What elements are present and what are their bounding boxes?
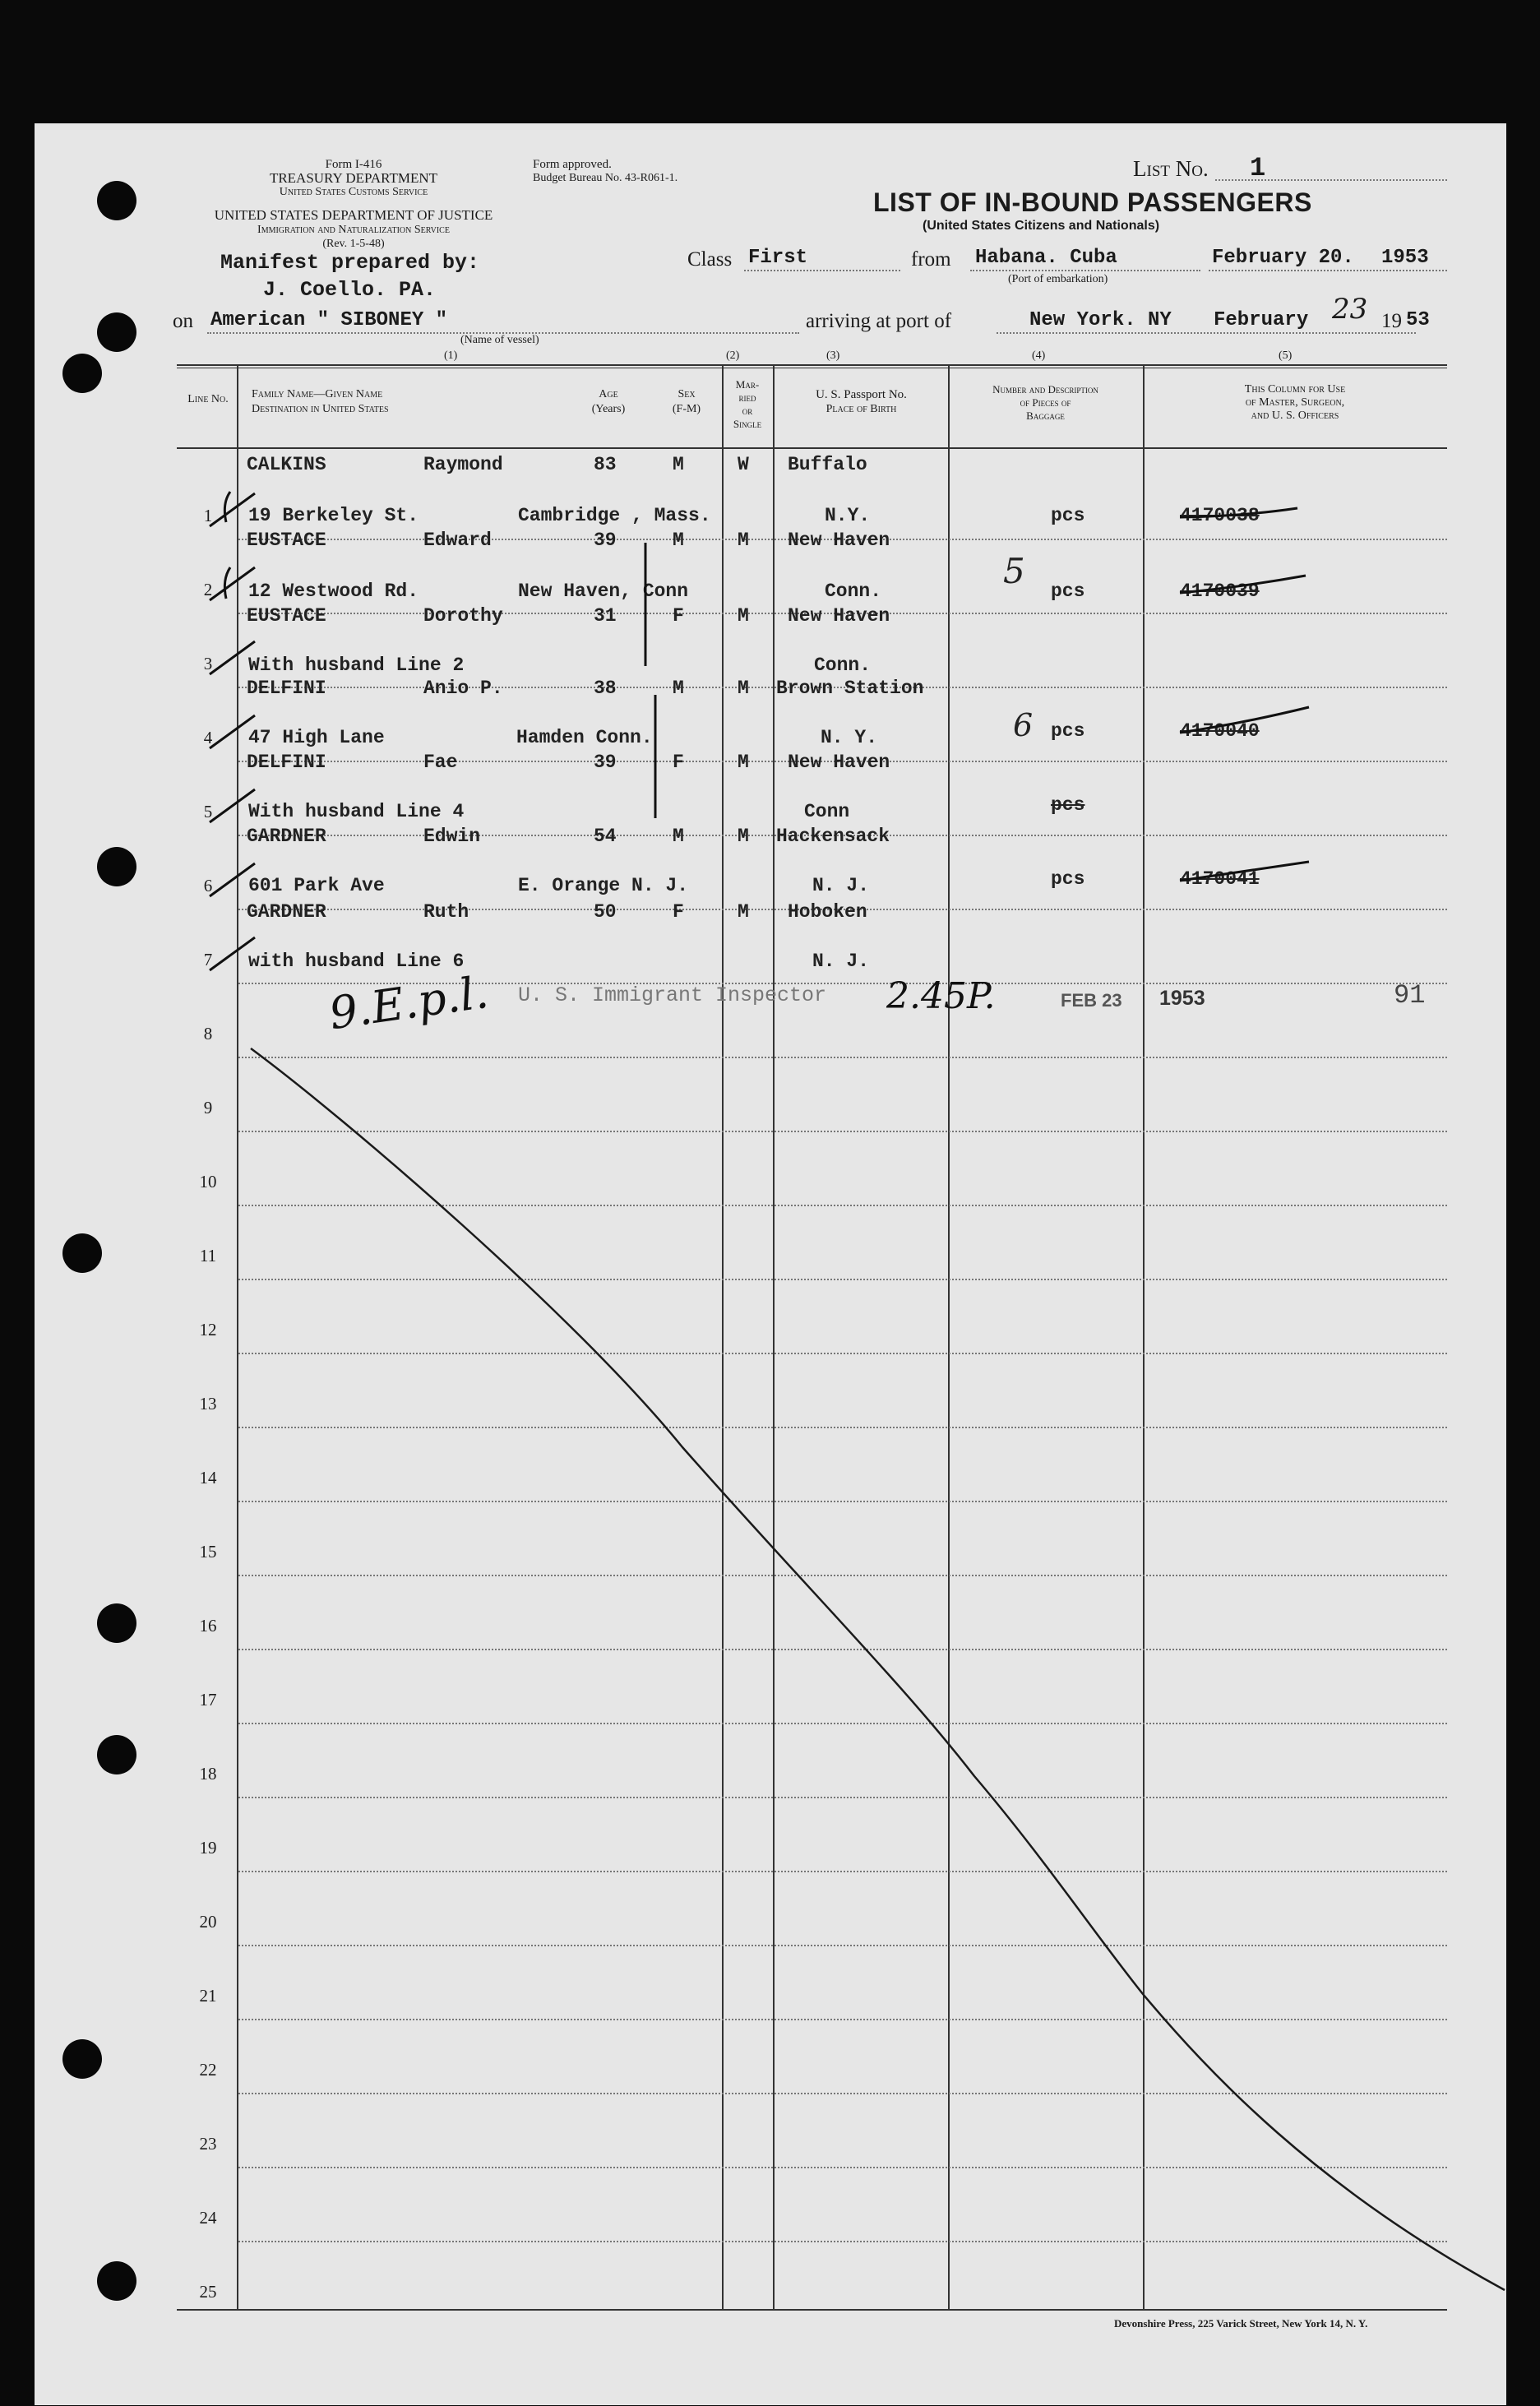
age: 50 [594, 901, 617, 923]
birth-state: Conn [804, 801, 850, 822]
line-number: 20 [199, 1912, 217, 1932]
sex: F [673, 605, 684, 627]
embarkation-port: Habana. Cuba [975, 247, 1117, 269]
col-num-2: (2) [726, 349, 740, 362]
line-number: 2 [203, 580, 213, 599]
justice-dept: UNITED STATES DEPARTMENT OF JUSTICE [214, 207, 493, 223]
arrival-day: 23 [1332, 293, 1368, 326]
marital-status: M [738, 605, 749, 627]
birth-city: Hoboken [788, 901, 867, 923]
col-birthplace: Place of Birth [825, 403, 897, 415]
baggage-desc: pcs [1051, 720, 1085, 742]
surname: DELFINI [247, 752, 326, 773]
marital-status: M [738, 530, 749, 551]
page-number: 91 [1394, 980, 1426, 1011]
line-number: 4 [203, 728, 213, 747]
inspector-initials: 9.E.p.l. [326, 965, 492, 1040]
age: 39 [594, 530, 617, 551]
marital-status: M [738, 752, 749, 773]
line-number: 18 [199, 1764, 217, 1784]
departure-year: 1953 [1381, 247, 1429, 269]
list-no-value: 1 [1250, 153, 1266, 183]
arrival-month: February [1214, 309, 1309, 331]
birth-state: N.Y. [825, 505, 871, 526]
line-number: 9 [203, 1098, 213, 1117]
surname: GARDNER [247, 826, 326, 847]
birth-city: Buffalo [788, 454, 867, 475]
address: With husband Line 4 [248, 801, 465, 822]
line-number: 24 [199, 2208, 217, 2228]
baggage-desc: pcs [1051, 868, 1085, 890]
line-number: 23 [199, 2134, 217, 2154]
form-number: Form I-416 [325, 158, 382, 171]
given-name: Edwin [423, 826, 481, 847]
col-baggage-1: Number and Description [992, 383, 1098, 396]
given-name: Anio P. [423, 678, 503, 699]
col-sex: Sex [678, 388, 696, 400]
age: 31 [594, 605, 617, 627]
birth-state: Conn. [814, 655, 872, 676]
manifest-label: Manifest prepared by: [220, 251, 480, 275]
col-officers-2: of Master, Surgeon, [1245, 396, 1345, 409]
line-number: 3 [203, 654, 213, 673]
col-num-1: (1) [444, 349, 458, 362]
birth-state: N. Y. [821, 727, 878, 748]
sex: M [673, 530, 684, 551]
line-number: 11 [199, 1246, 217, 1265]
baggage-count: 5 [1003, 551, 1025, 591]
line-number: 12 [199, 1320, 217, 1339]
col-officers-3: and U. S. Officers [1251, 409, 1339, 422]
surname: EUSTACE [247, 530, 326, 551]
surname: EUSTACE [247, 605, 326, 627]
sex: M [673, 454, 684, 475]
form-subtitle: (United States Citizens and Nationals) [923, 219, 1160, 233]
form-title: LIST OF IN-BOUND PASSENGERS [873, 187, 1312, 217]
address: with husband Line 6 [248, 951, 465, 972]
age: 54 [594, 826, 617, 847]
sex: F [673, 901, 684, 923]
line-number: 15 [199, 1542, 217, 1562]
officer-number: 4170038 [1180, 505, 1260, 526]
arriving-label: arriving at port of [806, 310, 952, 332]
address: 47 High Lane [248, 727, 385, 748]
given-name: Fae [423, 752, 458, 773]
address: 19 Berkeley St. [248, 505, 419, 526]
age: 39 [594, 752, 617, 773]
birth-city: Hackensack [776, 826, 890, 847]
list-no-label: List No. [1133, 156, 1209, 181]
arrival-year-prefix: 19 [1381, 310, 1402, 332]
birth-city: New Haven [788, 530, 890, 551]
line-number: 6 [203, 876, 213, 895]
class-label: Class [687, 248, 733, 271]
col-passport: U. S. Passport No. [816, 388, 907, 401]
surname: CALKINS [247, 454, 326, 475]
from-label: from [911, 248, 951, 271]
baggage-desc: pcs [1051, 581, 1085, 602]
line-number: 7 [203, 950, 213, 969]
marital-status: M [738, 678, 749, 699]
col-married-4: Single [733, 418, 762, 430]
given-name: Edward [423, 530, 492, 551]
col-baggage-3: Baggage [1026, 409, 1065, 422]
line-number: 21 [199, 1986, 217, 2006]
vessel-note: (Name of vessel) [460, 334, 539, 346]
sex: F [673, 752, 684, 773]
baggage-desc: pcs [1051, 505, 1085, 526]
line-number: 13 [199, 1394, 217, 1414]
line-number: 14 [199, 1468, 217, 1488]
col-num-3: (3) [826, 349, 840, 362]
birth-city: New Haven [788, 605, 890, 627]
given-name: Raymond [423, 454, 503, 475]
sex: M [673, 826, 684, 847]
line-number: 16 [199, 1616, 217, 1636]
col-officers-1: This Column for Use [1244, 383, 1346, 396]
col-num-5: (5) [1279, 349, 1293, 362]
officer-number: 4170039 [1180, 581, 1260, 602]
line-number: 22 [199, 2060, 217, 2080]
col-age: Age [599, 388, 618, 400]
sex: M [673, 678, 684, 699]
birth-state: N. J. [812, 875, 870, 896]
col-sex-sub: (F-M) [672, 403, 701, 415]
address: With husband Line 2 [248, 655, 465, 676]
baggage-count: 6 [1013, 707, 1034, 743]
revision: (Rev. 1-5-48) [322, 238, 385, 250]
ins-service: Immigration and Naturalization Service [257, 224, 450, 236]
form-approved: Form approved. [533, 158, 612, 171]
birth-city: New Haven [788, 752, 890, 773]
city: Cambridge , Mass. [518, 505, 711, 526]
manifest-preparer: J. Coello. PA. [263, 278, 437, 302]
budget-bureau: Budget Bureau No. 43-R061-1. [533, 172, 678, 184]
col-num-4: (4) [1032, 349, 1046, 362]
inspection-time: 2.45P. [886, 975, 996, 1017]
port-embarkation-note: (Port of embarkation) [1008, 273, 1108, 285]
col-name: Family Name—Given Name [252, 388, 383, 400]
line-number: 10 [199, 1172, 217, 1191]
line-number: 17 [199, 1690, 217, 1710]
officer-number: 4170040 [1180, 720, 1260, 742]
line-number: 25 [199, 2282, 217, 2302]
col-age-sub: (Years) [591, 403, 626, 415]
birth-state: Conn. [825, 581, 882, 602]
col-married-2: ried [738, 391, 756, 404]
line-number: 8 [203, 1024, 213, 1043]
surname: GARDNER [247, 901, 326, 923]
birth-city: Brown Station [776, 678, 924, 699]
city: Hamden Conn. [516, 727, 653, 748]
city: New Haven, Conn [518, 581, 689, 602]
departure-date: February 20. [1212, 247, 1354, 269]
line-number: 1 [203, 506, 213, 525]
marital-status: W [738, 454, 749, 475]
stamp-year: 1953 [1159, 987, 1205, 1010]
marital-status: M [738, 901, 749, 923]
inspector-label: U. S. Immigrant Inspector [518, 983, 827, 1007]
address: 601 Park Ave [248, 875, 385, 896]
col-destination: Destination in United States [252, 403, 389, 415]
line-number: 5 [203, 802, 213, 821]
given-name: Dorothy [423, 605, 503, 627]
col-line-no: Line No. [187, 393, 229, 405]
surname: DELFINI [247, 678, 326, 699]
age: 83 [594, 454, 617, 475]
customs-service: United States Customs Service [279, 186, 428, 198]
printer-credit: Devonshire Press, 225 Varick Street, New York 14, N. Y. [1114, 2317, 1368, 2330]
city: E. Orange N. J. [518, 875, 689, 896]
officer-number: 4170041 [1180, 868, 1260, 890]
class-value: First [748, 247, 808, 269]
line-number: 19 [199, 1838, 217, 1858]
age: 38 [594, 678, 617, 699]
on-label: on [173, 310, 193, 332]
vessel-name: American " SIBONEY " [210, 309, 448, 331]
marital-status: M [738, 826, 749, 847]
col-baggage-2: of Pieces of [1020, 396, 1071, 409]
birth-state: N. J. [812, 951, 870, 972]
treasury-dept: TREASURY DEPARTMENT [269, 170, 438, 186]
arrival-port: New York. NY [1029, 309, 1172, 331]
address: 12 Westwood Rd. [248, 581, 419, 602]
arrival-year: 53 [1406, 309, 1430, 331]
stamp-date: FEB 23 [1061, 990, 1122, 1011]
col-married-3: or [742, 405, 753, 417]
given-name: Ruth [423, 901, 469, 923]
baggage-desc: pcs [1051, 794, 1085, 816]
col-married-1: Mar- [735, 378, 760, 391]
